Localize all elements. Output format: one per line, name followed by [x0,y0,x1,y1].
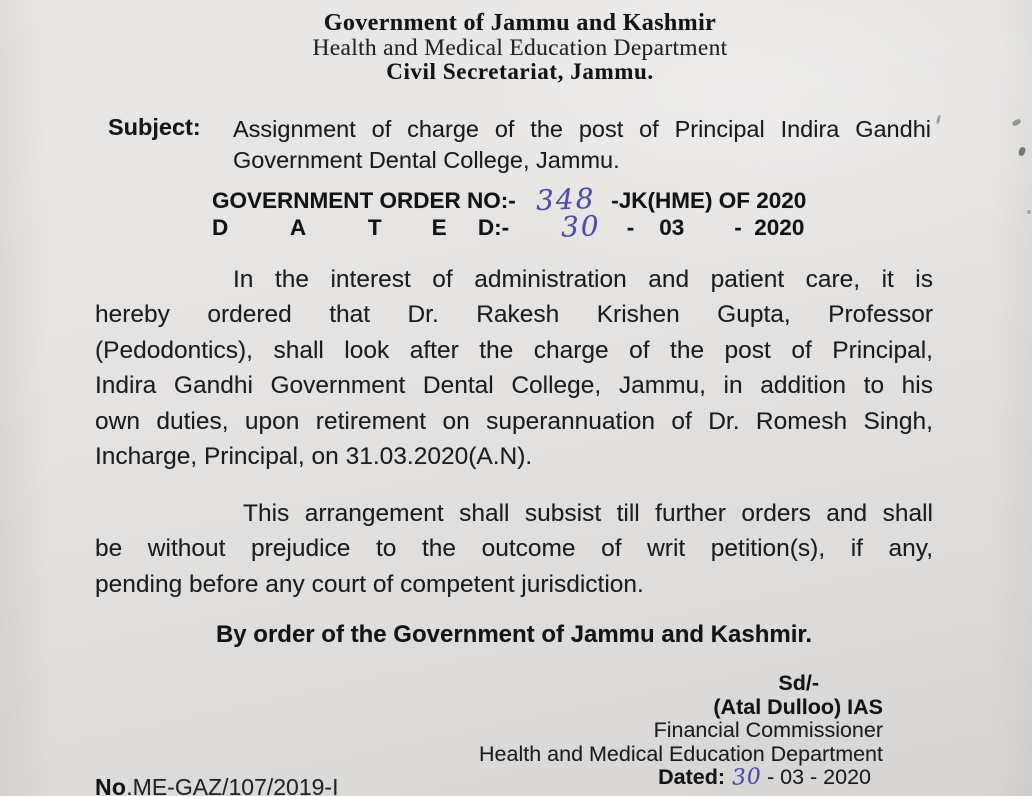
text-line: pending before any court of competent jurisdiction. [95,570,644,598]
signature-dated-line [363,766,883,790]
order-number-row [212,181,807,218]
text-line: be without prejudice to the outcome of writ petition(s), if any, [95,535,933,563]
order-dated-suffix: - 03 - 2020 [626,215,805,240]
scan-speck [936,115,941,124]
document-header [8,11,1032,85]
order-dated-row [212,209,806,244]
header-department-line: Health and Medical Education Department [312,34,728,61]
signature-sd: Sd/- [778,671,819,695]
text-line: Incharge, Principal, on 31.03.2020(A.N). [95,443,533,471]
reference-number-value: .ME-GAZ/107/2019-I [126,774,339,796]
text-line: Indira Gandhi Government Dental College, Jammu, in addition to his [95,372,933,400]
government-order-block [212,181,807,244]
scan-speck [1011,118,1021,127]
text-line: Assignment of charge of the post of Principal Indira Gandhi [233,116,931,142]
reference-number-label: No [95,774,127,796]
header-secretariat-line: Civil Secretariat, Jammu. [386,59,654,84]
order-dated-handwritten: 30 [560,209,602,244]
by-order-line: By order of the Government of Jammu and Kashmir. [215,621,813,648]
text-line: In the interest of administration and patient care, it is [233,266,933,293]
header-government-line: Government of Jammu and Kashmir [323,10,717,36]
order-number-label: GOVERNMENT ORDER NO:- [212,188,516,213]
signature-dated-suffix: - 03 - 2020 [767,765,871,790]
order-number-handwritten: 348 [535,181,596,218]
signatory-title: Financial Commissioner [653,718,883,743]
scan-speck [1027,210,1031,214]
reference-number [95,774,338,796]
body-paragraph-2 [95,496,933,602]
text-line: This arrangement shall subsist till further orders and shall [243,500,933,527]
text-line: Government Dental College, Jammu. [233,146,620,173]
signatory-department: Health and Medical Education Department [479,741,883,766]
signature-dated-handwritten: 30 [731,764,763,792]
subject-label: Subject: [108,114,201,140]
scan-speck [1018,146,1027,157]
subject-text [233,114,931,175]
order-number-suffix: -JK(HME) OF 2020 [611,188,807,213]
order-dated-label: D A T E D:- [212,215,510,240]
text-line: hereby ordered that Dr. Rakesh Krishen Gupta, Professor [95,301,933,329]
text-line: (Pedodontics), shall look after the charge of the post of Principal, [95,336,933,364]
signatory-name: (Atal Dulloo) IAS [713,694,883,719]
signature-block [363,672,883,790]
signature-dated-label: Dated: [658,765,726,790]
text-line: own duties, upon retirement on superannuation of Dr. Romesh Singh, [95,407,933,435]
body-paragraph-1 [95,262,933,474]
